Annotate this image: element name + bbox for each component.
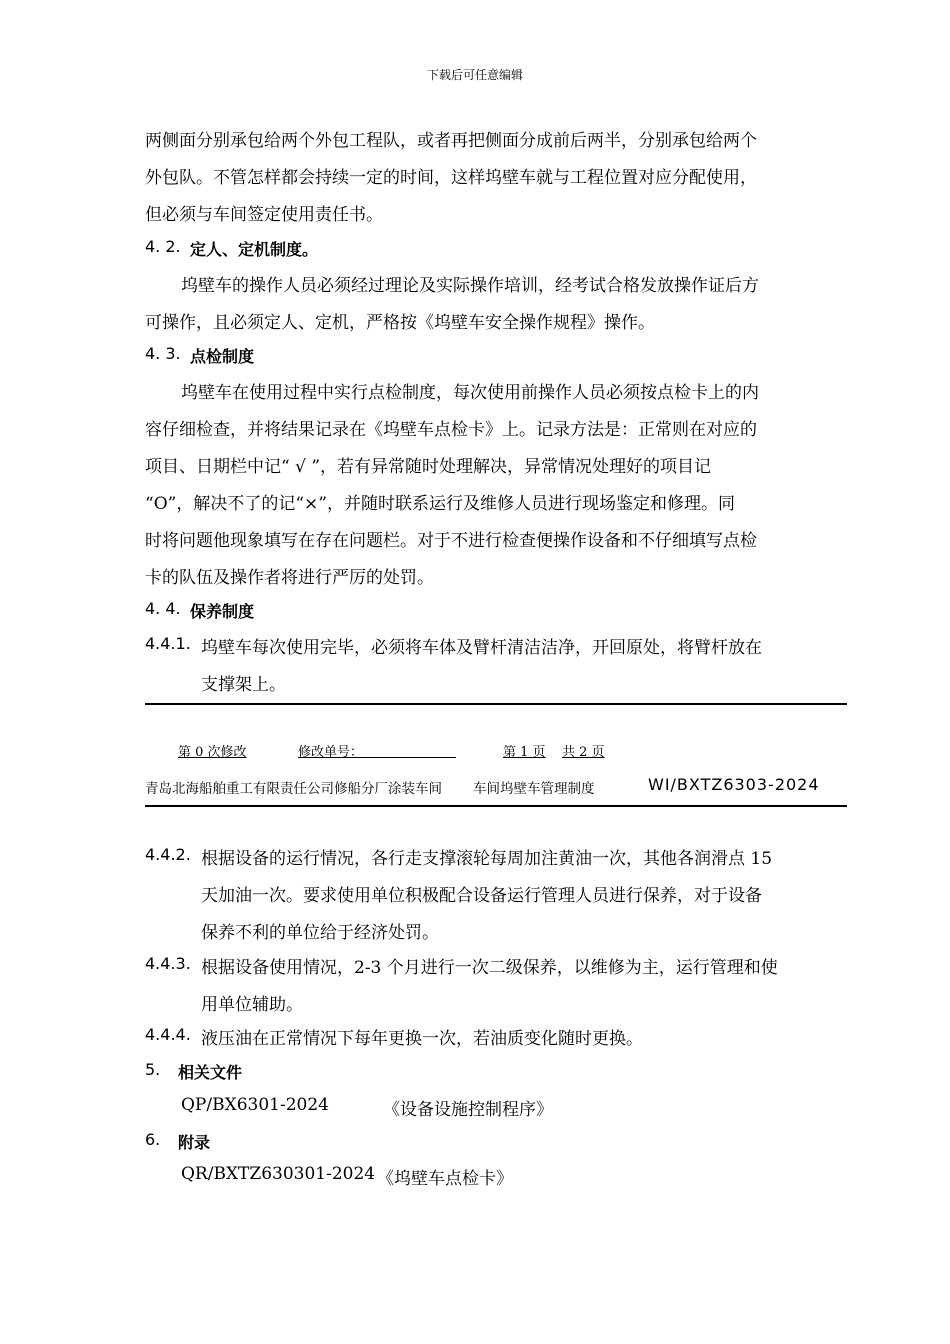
- s443-line-2: 用单位辅助。: [201, 995, 303, 1015]
- section-4-4-2-number: 4.4.2.: [145, 845, 191, 864]
- s442-line-2: 天加油一次。要求使用单位积极配合设备运行管理人员进行保养，对于设备: [201, 886, 762, 906]
- s443-line-1: 根据设备使用情况，2-3 个月进行一次二级保养，以维修为主，运行管理和使: [201, 958, 778, 978]
- s6-doc-code: QR/BXTZ630301-2024: [181, 1164, 376, 1184]
- intro-line-1: 两侧面分别承包给两个外包工程队，或者再把侧面分成前后两半，分别承包给两个: [145, 131, 757, 151]
- s5-doc-name: 《设备设施控制程序》: [383, 1100, 553, 1120]
- s6-doc-name: 《坞壁车点检卡》: [377, 1169, 513, 1189]
- section-5-number: 5.: [145, 1060, 161, 1079]
- s442-line-1: 根据设备的运行情况，各行走支撑滚轮每周加注黄油一次，其他各润滑点 15: [201, 849, 773, 869]
- s43-line-2: 容仔细检查，并将结果记录在《坞壁车点检卡》上。记录方法是：正常则在对应的: [145, 420, 757, 440]
- section-4-3-title: 点检制度: [190, 347, 255, 366]
- section-5-title: 相关文件: [178, 1063, 243, 1082]
- section-4-4-title: 保养制度: [190, 602, 255, 621]
- s442-line-3: 保养不利的单位给于经济处罚。: [201, 923, 439, 943]
- s444-line-1: 液压油在正常情况下每年更换一次，若油质变化随时更换。: [201, 1029, 643, 1049]
- footer-page-total: 共 2 页: [562, 745, 605, 760]
- footer-page-no: 第 1 页: [503, 745, 546, 760]
- top-note: 下载后可任意编辑: [426, 68, 523, 82]
- section-4-4-number: 4. 4.: [145, 599, 181, 618]
- footer-bottom-rule: [145, 805, 847, 807]
- footer-doc-title: 车间坞壁车管理制度: [473, 781, 595, 797]
- section-4-4-3-number: 4.4.3.: [145, 954, 191, 973]
- section-4-2-number: 4. 2.: [145, 237, 181, 256]
- section-4-4-1-number: 4.4.1.: [145, 634, 191, 653]
- footer-doc-code: WI/BXTZ6303-2024: [648, 775, 820, 794]
- s43-line-6: 卡的队伍及操作者将进行严厉的处罚。: [145, 568, 434, 588]
- s42-line-2: 可操作，且必须定人、定机，严格按《坞壁车安全操作规程》操作。: [145, 313, 655, 333]
- s5-doc-code: QP/BX6301-2024: [181, 1095, 329, 1115]
- footer-revision-no-label: 修改单号：: [298, 745, 364, 760]
- section-6-title: 附录: [178, 1133, 211, 1152]
- footer-top-rule: [145, 703, 847, 705]
- footer-company: 青岛北海船舶重工有限责任公司修船分厂涂装车间: [145, 781, 442, 797]
- s43-line-3: 项目、日期栏中记“ √ ”，若有异常随时处理解决，异常情况处理好的项目记: [145, 457, 712, 477]
- footer-revision-no: [298, 741, 456, 758]
- intro-line-2: 外包队。不管怎样都会持续一定的时间，这样坞壁车就与工程位置对应分配使用，: [145, 168, 757, 188]
- s441-line-2: 支撑架上。: [201, 675, 286, 695]
- section-4-2-title: 定人、定机制度。: [190, 240, 319, 259]
- s43-line-4: “O”，解决不了的记“×”，并随时联系运行及维修人员进行现场鉴定和修理。同: [145, 494, 735, 514]
- footer-revision: 第 0 次修改: [178, 745, 247, 760]
- section-4-4-4-number: 4.4.4.: [145, 1025, 191, 1044]
- intro-line-3: 但必须与车间签定使用责任书。: [145, 205, 383, 225]
- section-6-number: 6.: [145, 1130, 161, 1149]
- section-4-3-number: 4. 3.: [145, 344, 181, 363]
- s43-line-1: 坞壁车在使用过程中实行点检制度，每次使用前操作人员必须按点检卡上的内: [181, 383, 759, 403]
- s441-line-1: 坞壁车每次使用完毕，必须将车体及臂杆清洁洁净，开回原处，将臂杆放在: [201, 638, 762, 658]
- s43-line-5: 时将问题他现象填写在存在问题栏。对于不进行检查便操作设备和不仔细填写点检: [145, 531, 757, 551]
- s42-line-1: 坞壁车的操作人员必须经过理论及实际操作培训，经考试合格发放操作证后方: [181, 276, 759, 296]
